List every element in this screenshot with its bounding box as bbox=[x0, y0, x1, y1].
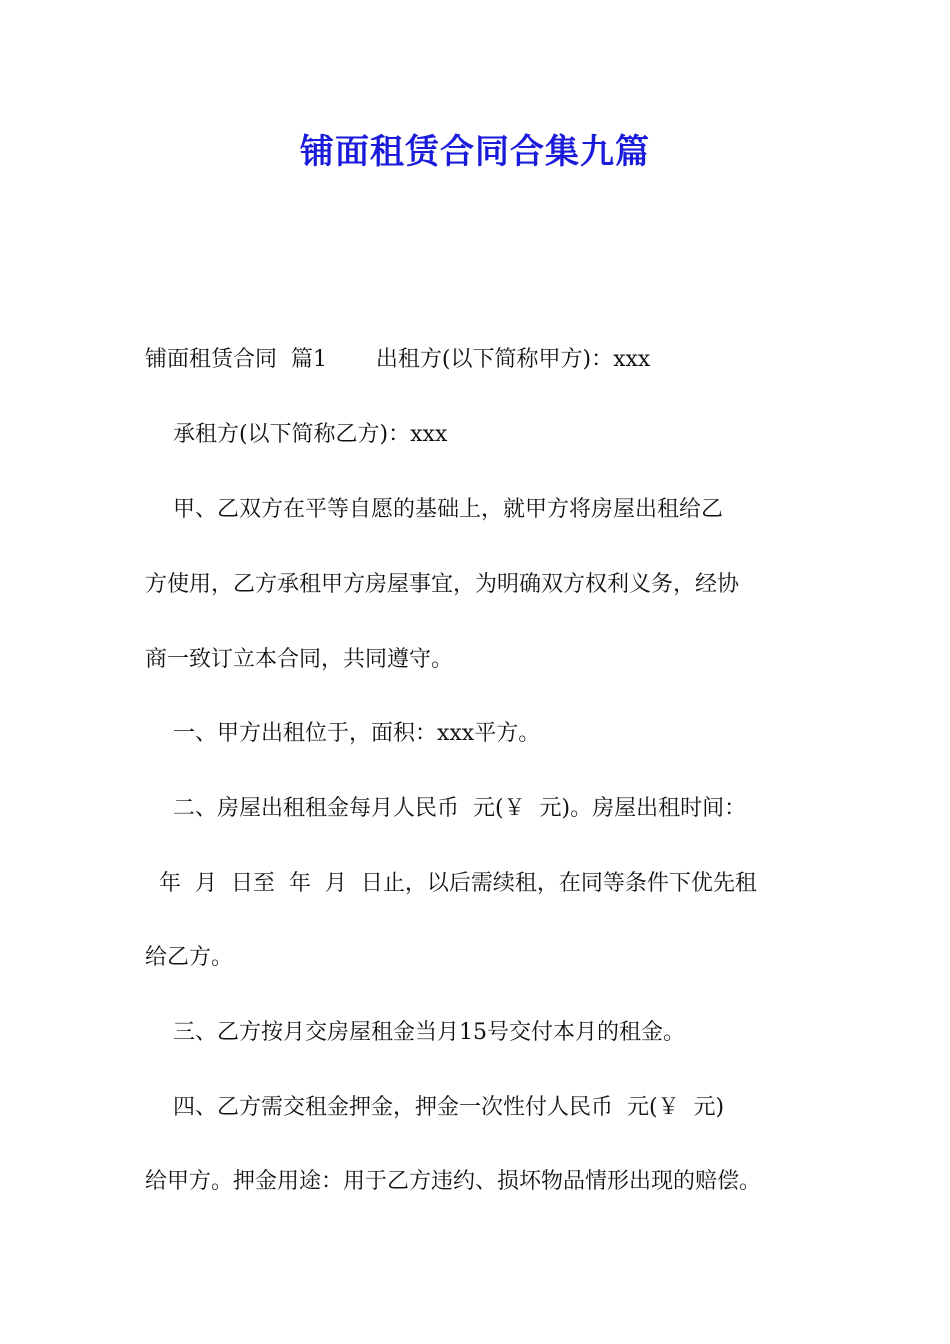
body-line-9: 给乙方。 bbox=[145, 945, 234, 970]
body-line-6: 一、甲方出租位于，面积：xxx平方。 bbox=[145, 721, 541, 746]
body-line-3: 甲、乙双方在平等自愿的基础上，就甲方将房屋出租给乙 bbox=[145, 497, 723, 522]
body-line-10: 三、乙方按月交房屋租金当月15号交付本月的租金。 bbox=[145, 1020, 685, 1045]
body-line-5: 商一致订立本合同，共同遵守。 bbox=[145, 647, 454, 672]
body-line-12: 给甲方。押金用途：用于乙方违约、损坏物品情形出现的赔偿。 bbox=[145, 1169, 762, 1194]
body-line-8: 年 月 日至 年 月 日止，以后需续租，在同等条件下优先租 bbox=[145, 871, 757, 896]
body-line-11: 四、乙方需交租金押金，押金一次性付人民币 元(￥ 元) bbox=[145, 1095, 725, 1120]
body-line-1: 铺面租赁合同 篇1 出租方(以下简称甲方)：xxx bbox=[145, 347, 651, 372]
body-line-7: 二、房屋出租租金每月人民币 元(￥ 元)。房屋出租时间： bbox=[145, 796, 747, 821]
body-line-4: 方使用，乙方承租甲方房屋事宜，为明确双方权利义务，经协 bbox=[145, 572, 740, 597]
document-title: 铺面租赁合同合集九篇 bbox=[300, 132, 650, 172]
body-line-2: 承租方(以下简称乙方)：xxx bbox=[145, 422, 448, 447]
